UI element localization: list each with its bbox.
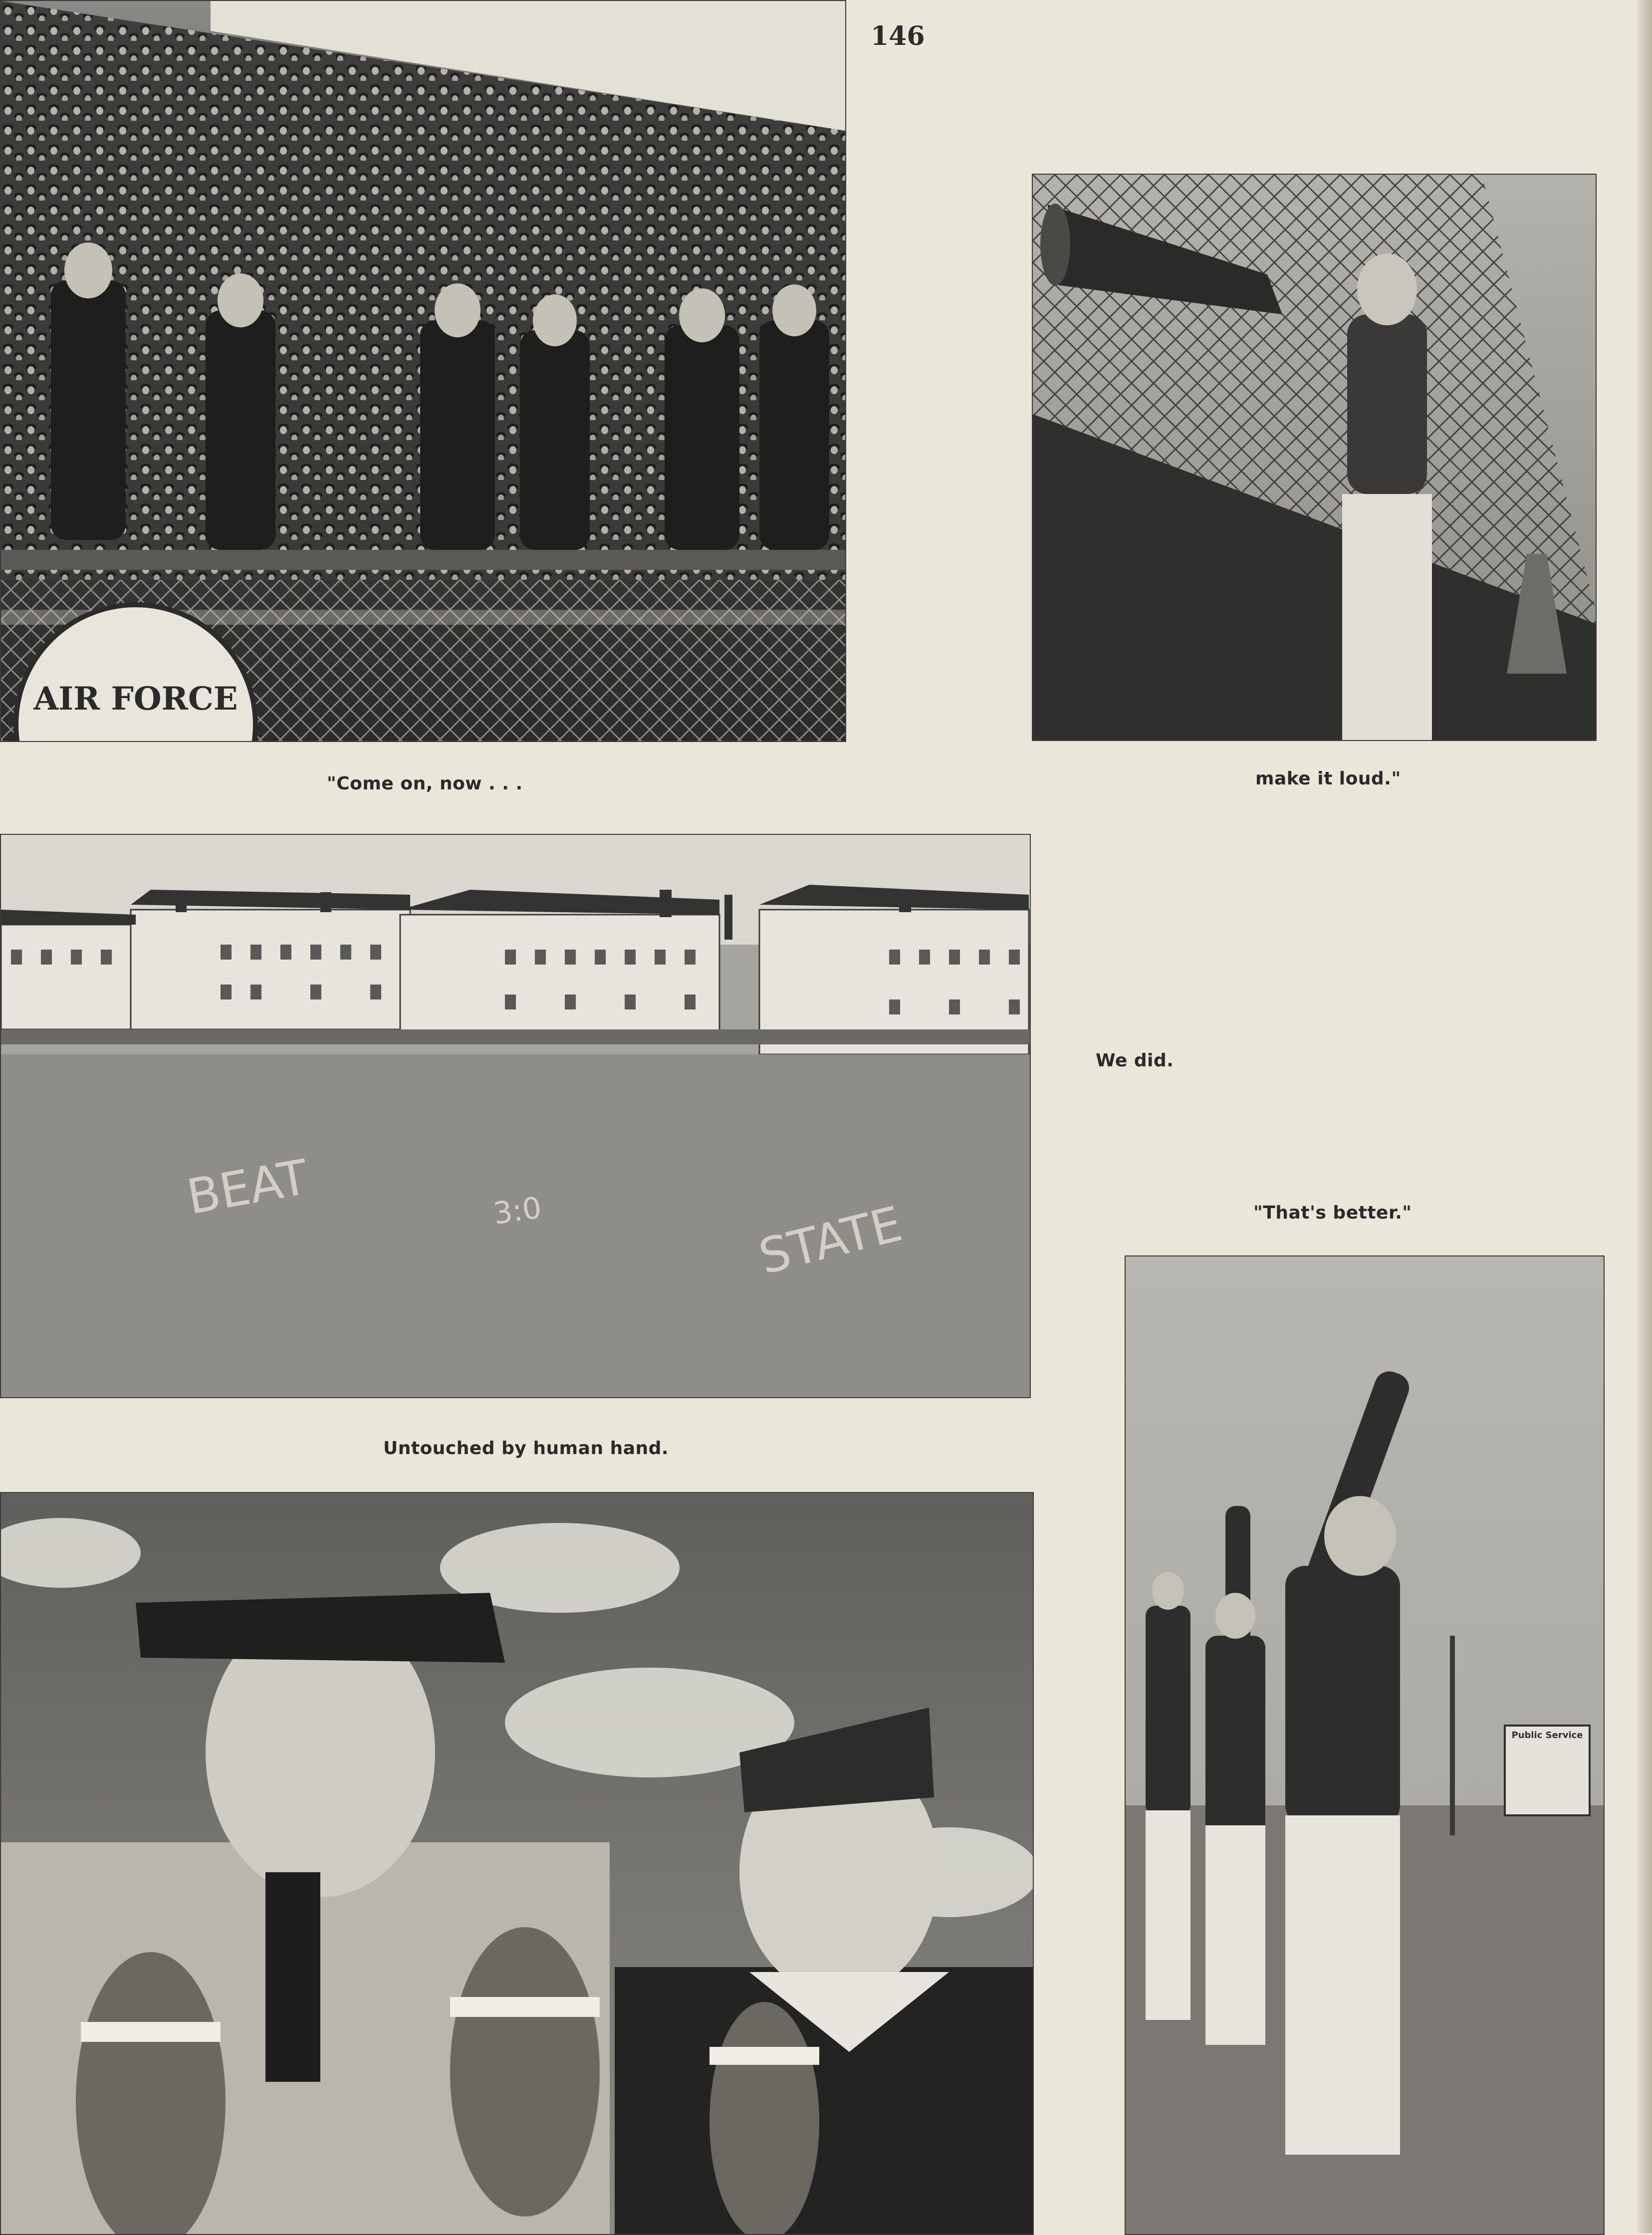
barracks-image: [1, 835, 1030, 1397]
photo-cheerleaders: [1125, 1255, 1605, 2235]
page-spine-shadow: [1637, 0, 1652, 2233]
chalk-text-score: 3:0: [491, 1190, 544, 1232]
caption-we-did: We did.: [1096, 1050, 1174, 1071]
photo-falcons-cadet-stewardess: [0, 1492, 1034, 2235]
caption-thats-better: "That's better.": [1253, 1203, 1412, 1223]
page-number: 146: [871, 21, 925, 51]
chalk-text-state: STATE: [753, 1196, 908, 1285]
megaphone-image: [1033, 175, 1596, 740]
air-force-badge-text: AIR FORCE: [33, 680, 238, 718]
public-service-sign-text: Public Service: [1511, 1730, 1583, 1740]
photo-barracks-chalk: [0, 834, 1031, 1398]
chalk-text-beat: BEAT: [183, 1149, 312, 1226]
caption-make-it-loud: make it loud.": [1255, 768, 1401, 789]
caption-untouched: Untouched by human hand.: [383, 1438, 669, 1459]
stands-image: [1, 1, 845, 741]
photo-megaphone-cheer: [1032, 174, 1597, 741]
cheerleaders-image: [1126, 1256, 1604, 2234]
photo-cadets-in-stands: [0, 0, 846, 742]
falcons-image: [1, 1493, 1033, 2234]
caption-come-on: "Come on, now . . .: [327, 773, 523, 794]
